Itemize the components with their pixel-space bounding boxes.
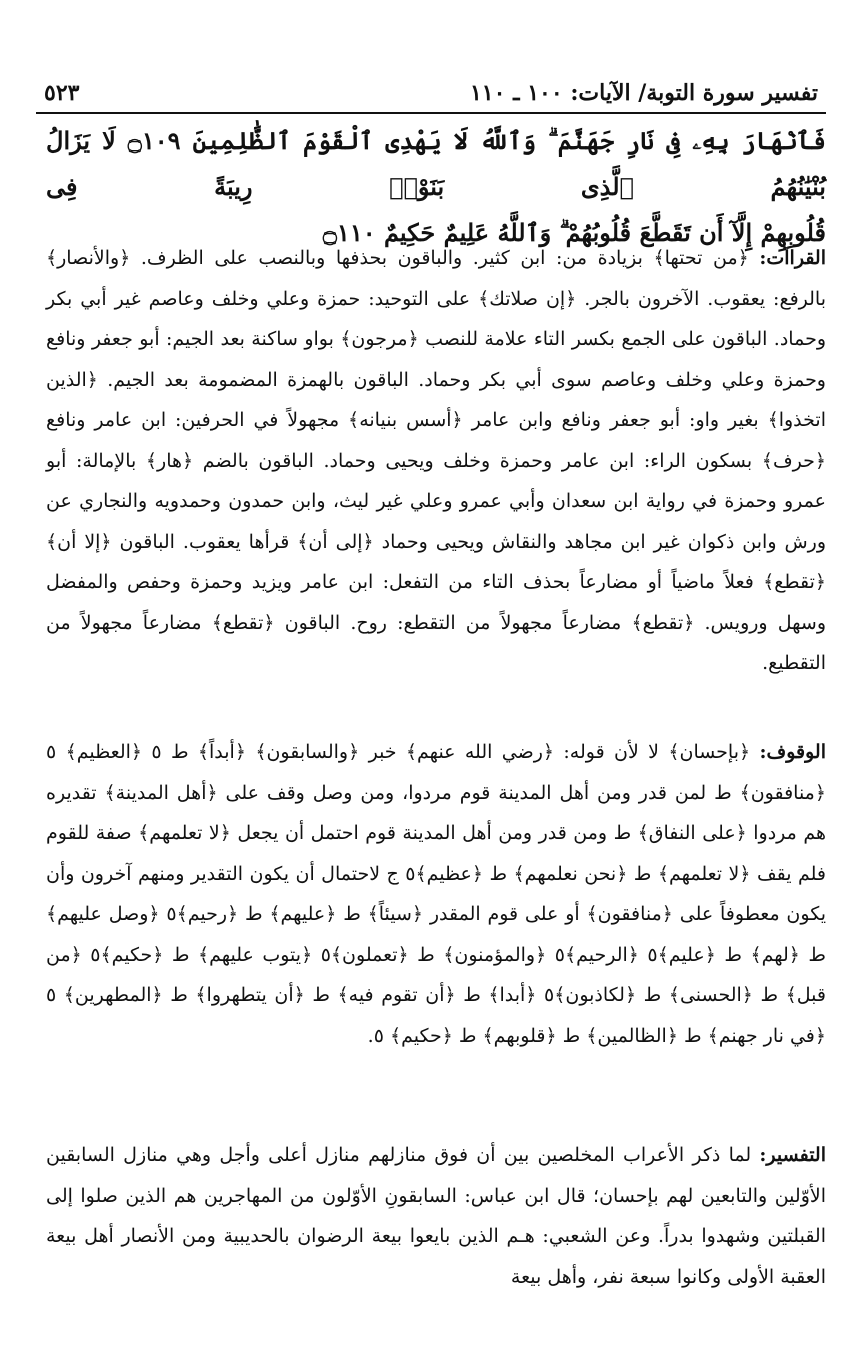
tafsir-text: لما ذكر الأعراب المخلصين بين أن فوق منازلهم منازل أعلى وأجل وهي منازل السابقين الأوّلين والتابعين لهم بإحسان؛ قال ابن عباس: السابقونِ الأوّلون من المهاجرين هم الذين صلوا إلى القبلتين وشهدوا بدراً. وعن الشعبي: هـم الذين بايعوا بيعة الرضوان بالحديبية ومن الأنصار أهل بيعة العقبة الأولى وكانوا سبعة نفر، وأهل بيعة xyxy=(46,1144,826,1288)
page-number: ٥٢٣ xyxy=(44,80,80,106)
verse-line-1: فَٱنْهَارَ بِهِۦ فِى نَارِ جَهَنَّمَ ۗ وَٱللَّهُ لَا يَهْدِى ٱلْقَوْمَ ٱلظَّٰلِمِينَ ۝١٠٩ لَا يَزَالُ بُنْيَٰنُهُمُ ٱلَّذِى بَنَوْا۟ رِيبَةً فِى xyxy=(46,126,826,201)
running-title: تفسير سورة التوبة/ الآيات: ١٠٠ ـ ١١٠ xyxy=(469,80,818,106)
wuquf-paragraph xyxy=(46,732,826,1056)
wuquf-text: ﴿بإحسان﴾ لا لأن قوله: ﴿رضي الله عنهم﴾ خبر ﴿والسابقون﴾ ﴿أبداً﴾ ط ٥ ﴿العظيم﴾ ٥ ﴿منافقون﴾ ط لمن قدر ومن أهل المدينة قوم مردوا، ومن وصل وقف على ﴿أهل المدينة﴾ تقديره هم مردوا ﴿على النفاق﴾ ط ومن قدر ومن أهل المدينة قوم احتمل أن يجعل ﴿لا تعلمهم﴾ صفة للقوم فلم يقف ﴿لا تعلمهم﴾ ط ﴿نحن نعلمهم﴾ ط ﴿عظيم﴾٥ ج لاحتمال أن يكون التقدير ومنهم آخرون وأن يكون معطوفاً على ﴿منافقون﴾ أو على قوم المقدر ﴿سيئاً﴾ ط ﴿عليهم﴾ ط ﴿رحيم﴾٥ ﴿وصل عليهم﴾ ط ﴿لهم﴾ ط ﴿عليم﴾٥ ﴿الرحيم﴾٥ ﴿والمؤمنون﴾ ط ﴿تعملون﴾٥ ﴿يتوب عليهم﴾ ط ﴿حكيم﴾٥ ﴿من قبل﴾ ط ﴿الحسنى﴾ ط ﴿لكاذبون﴾٥ ﴿أبدا﴾ ط ﴿أن تقوم فيه﴾ ط ﴿أن يتطهروا﴾ ط ﴿المطهرين﴾ ٥ ﴿في نار جهنم﴾ ط ﴿الظالمين﴾ ط ﴿قلوبهم﴾ ط ﴿حكيم﴾ ٥. xyxy=(46,741,826,1047)
tafsir-paragraph xyxy=(46,1135,826,1297)
wuquf-section xyxy=(46,732,826,1056)
qiraat-paragraph xyxy=(46,238,826,684)
qiraat-text: ﴿من تحتها﴾ بزيادة من: ابن كثير. والباقون بحذفها وبالنصب على الظرف. ﴿والأنصار﴾ بالرفع: يعقوب. الآخرون بالجر. ﴿إن صلاتك﴾ على التوحيد: حمزة وعلي وخلف وعاصم غير أبي بكر وحماد. الباقون على الجمع بكسر التاء علامة للنصب ﴿مرجون﴾ بواو ساكنة بعد الجيم: أبو جعفر ونافع وحمزة وعلي وخلف وعاصم سوى أبي بكر وحماد. الباقون بالهمزة المضمومة بعد الجيم. ﴿الذين اتخذوا﴾ بغير واو: أبو جعفر ونافع وابن عامر ﴿أسس بنيانه﴾ مجهولاً في الحرفين: ابن عامر ونافع ﴿حرف﴾ بسكون الراء: ابن عامر وحمزة وخلف ويحيى وحماد. الباقون بالضم ﴿هار﴾ بالإمالة: أبو عمرو وحمزة في رواية ابن سعدان وأبي عمرو وعلي غير ليث، وابن حمدون وحمدويه والنجاري عن ورش وابن ذكوان غير ابن مجاهد والنقاش ويحيى وحماد ﴿إلى أن﴾ قرأها يعقوب. الباقون ﴿إلا أن﴾ ﴿تقطع﴾ فعلاً ماضياً أو مضارعاً بحذف التاء من التفعل: ابن عامر ويزيد وحمزة وحفص والمفضل وسهل ورويس. ﴿تقطع﴾ مضارعاً مجهولاً من التقطع: روح. الباقون ﴿تقطع﴾ مضارعاً مجهولاً من التقطيع. xyxy=(46,247,826,674)
tafsir-section xyxy=(46,1135,826,1297)
verse-line-2: قُلُوبِهِمْ إِلَّآ أَن تَقَطَّعَ قُلُوبُهُمْ ۗ وَٱللَّهُ عَلِيمٌ حَكِيمٌ ۝١١٠ xyxy=(322,218,826,247)
wuquf-heading: الوقوف: xyxy=(759,741,826,763)
qiraat-section xyxy=(46,238,826,684)
qiraat-heading: القراآت: xyxy=(759,247,826,269)
page-header xyxy=(36,80,826,114)
tafsir-heading: التفسير: xyxy=(759,1144,826,1166)
quran-verse-block xyxy=(46,118,826,256)
